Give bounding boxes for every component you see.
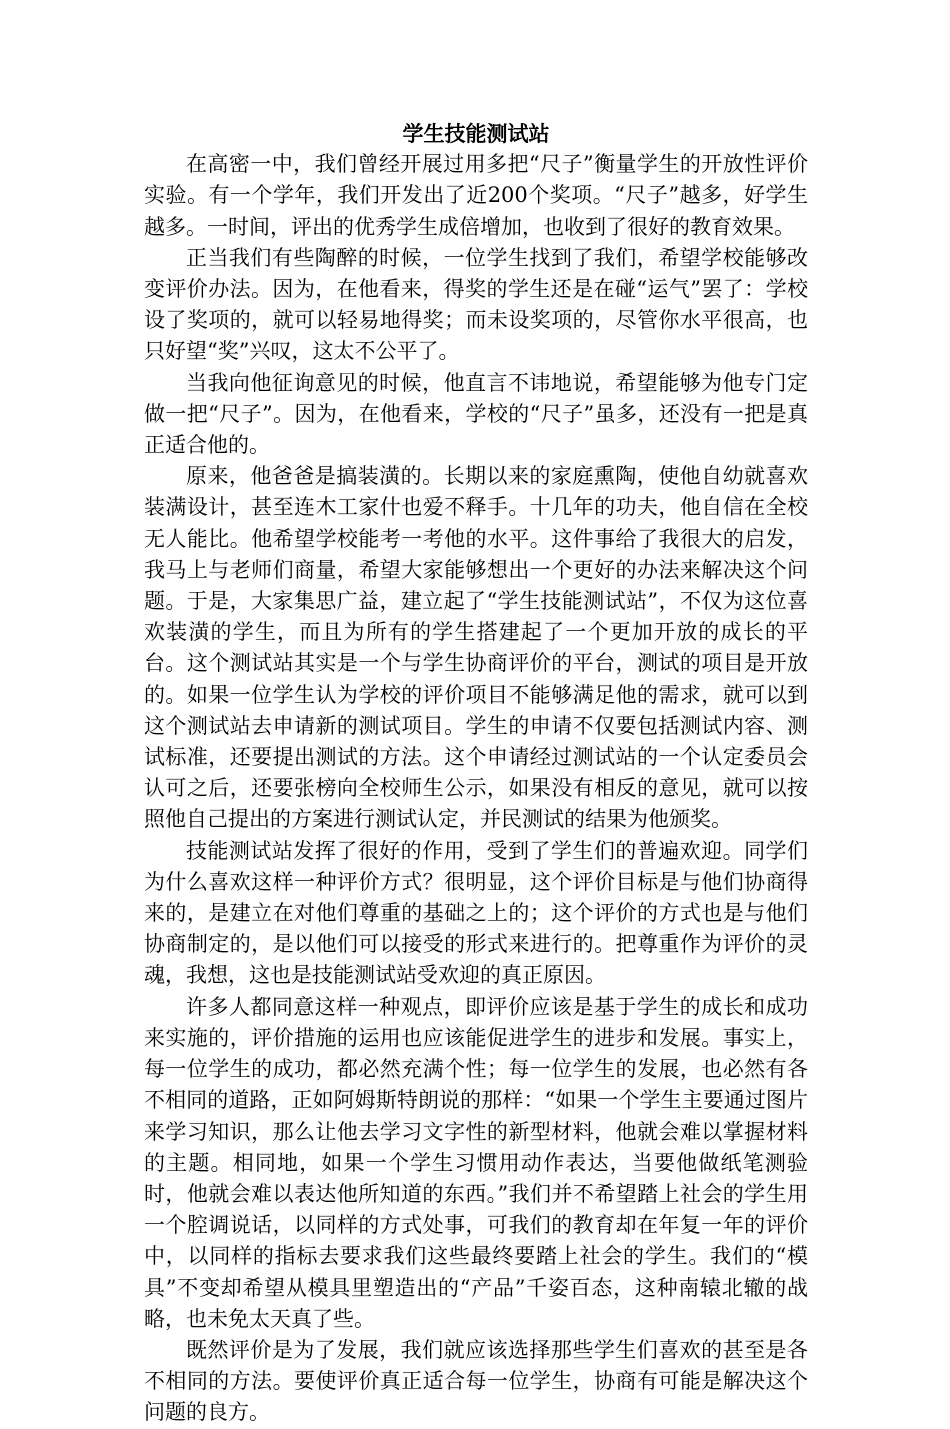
paragraph-7: 既然评价是为了发展，我们就应该选择那些学生们喜欢的甚至是各不相同的方法。要使评价真正适合每一位学生，协商有可能是解决这个问题的良方。 bbox=[144, 1337, 808, 1425]
document-title: 学生技能测试站 bbox=[402, 121, 550, 146]
paragraph-5: 技能测试站发挥了很好的作用，受到了学生们的普遍欢迎。同学们为什么喜欢这样一种评价方式？很明显，这个评价目标是与他们协商得来的，是建立在对他们尊重的基础之上的；这个评价的方式也是与他们协商制定的，是以他们可以接受的形式来进行的。把尊重作为评价的灵魂，我想，这也是技能测试站受欢迎的真正原因。 bbox=[144, 838, 808, 988]
paragraph-1: 在高密一中，我们曾经开展过用多把“尺子”衡量学生的开放性评价实验。有一个学年，我们开发出了近200个奖项。“尺子”越多，好学生越多。一时间，评出的优秀学生成倍增加，也收到了很好的教育效果。 bbox=[144, 152, 808, 239]
document-page bbox=[144, 118, 808, 1429]
paragraph-4: 原来，他爸爸是搞装潢的。长期以来的家庭熏陶，使他自幼就喜欢装满设计，甚至连木工家什也爱不释手。十几年的功夫，他自信在全校无人能比。他希望学校能考一考他的水平。这件事给了我很大的启发，我马上与老师们商量，希望大家能够想出一个更好的办法来解决这个问题。于是，大家集思广益，建立起了“学生技能测试站”，不仅为这位喜欢装潢的学生，而且为所有的学生搭建起了一个更加开放的成长的平台。这个测试站其实是一个与学生协商评价的平台，测试的项目是开放的。如果一位学生认为学校的评价项目不能够满足他的需求，就可以到这个测试站去申请新的测试项目。学生的申请不仅要包括测试内容、测试标准，还要提出测试的方法。这个申请经过测试站的一个认定委员会认可之后，还要张榜向全校师生公示，如果没有相反的意见，就可以按照他自己提出的方案进行测试认定，并民测试的结果为他颁奖。 bbox=[144, 464, 808, 832]
paragraph-3: 当我向他征询意见的时候，他直言不讳地说，希望能够为他专门定做一把“尺子”。因为，在他看来，学校的“尺子”虽多，还没有一把是真正适合他的。 bbox=[144, 370, 808, 458]
paragraph-6: 许多人都同意这样一种观点，即评价应该是基于学生的成长和成功来实施的，评价措施的运用也应该能促进学生的进步和发展。事实上，每一位学生的成功，都必然充满个性；每一位学生的发展，也必然有各不相同的道路，正如阿姆斯特朗说的那样：“如果一个学生主要通过图片来学习知识，那么让他去学习文字性的新型材料，他就会难以掌握材料的主题。相同地，如果一个学生习惯用动作表达，当要他做纸笔测验时，他就会难以表达他所知道的东西。”我们并不希望踏上社会的学生用一个腔调说话，以同样的方式处事，可我们的教育却在年复一年的评价中，以同样的指标去要求我们这些最终要踏上社会的学生。我们的“模具”不变却希望从模具里塑造出的“产品”千姿百态，这种南辕北辙的战略，也未免太天真了些。 bbox=[144, 994, 808, 1331]
paragraph-2: 正当我们有些陶醉的时候，一位学生找到了我们，希望学校能够改变评价办法。因为，在他看来，得奖的学生还是在碰“运气”罢了：学校设了奖项的，就可以轻易地得奖；而未设奖项的，尽管你水平很高，也只好望“奖”兴叹，这太不公平了。 bbox=[144, 245, 808, 364]
